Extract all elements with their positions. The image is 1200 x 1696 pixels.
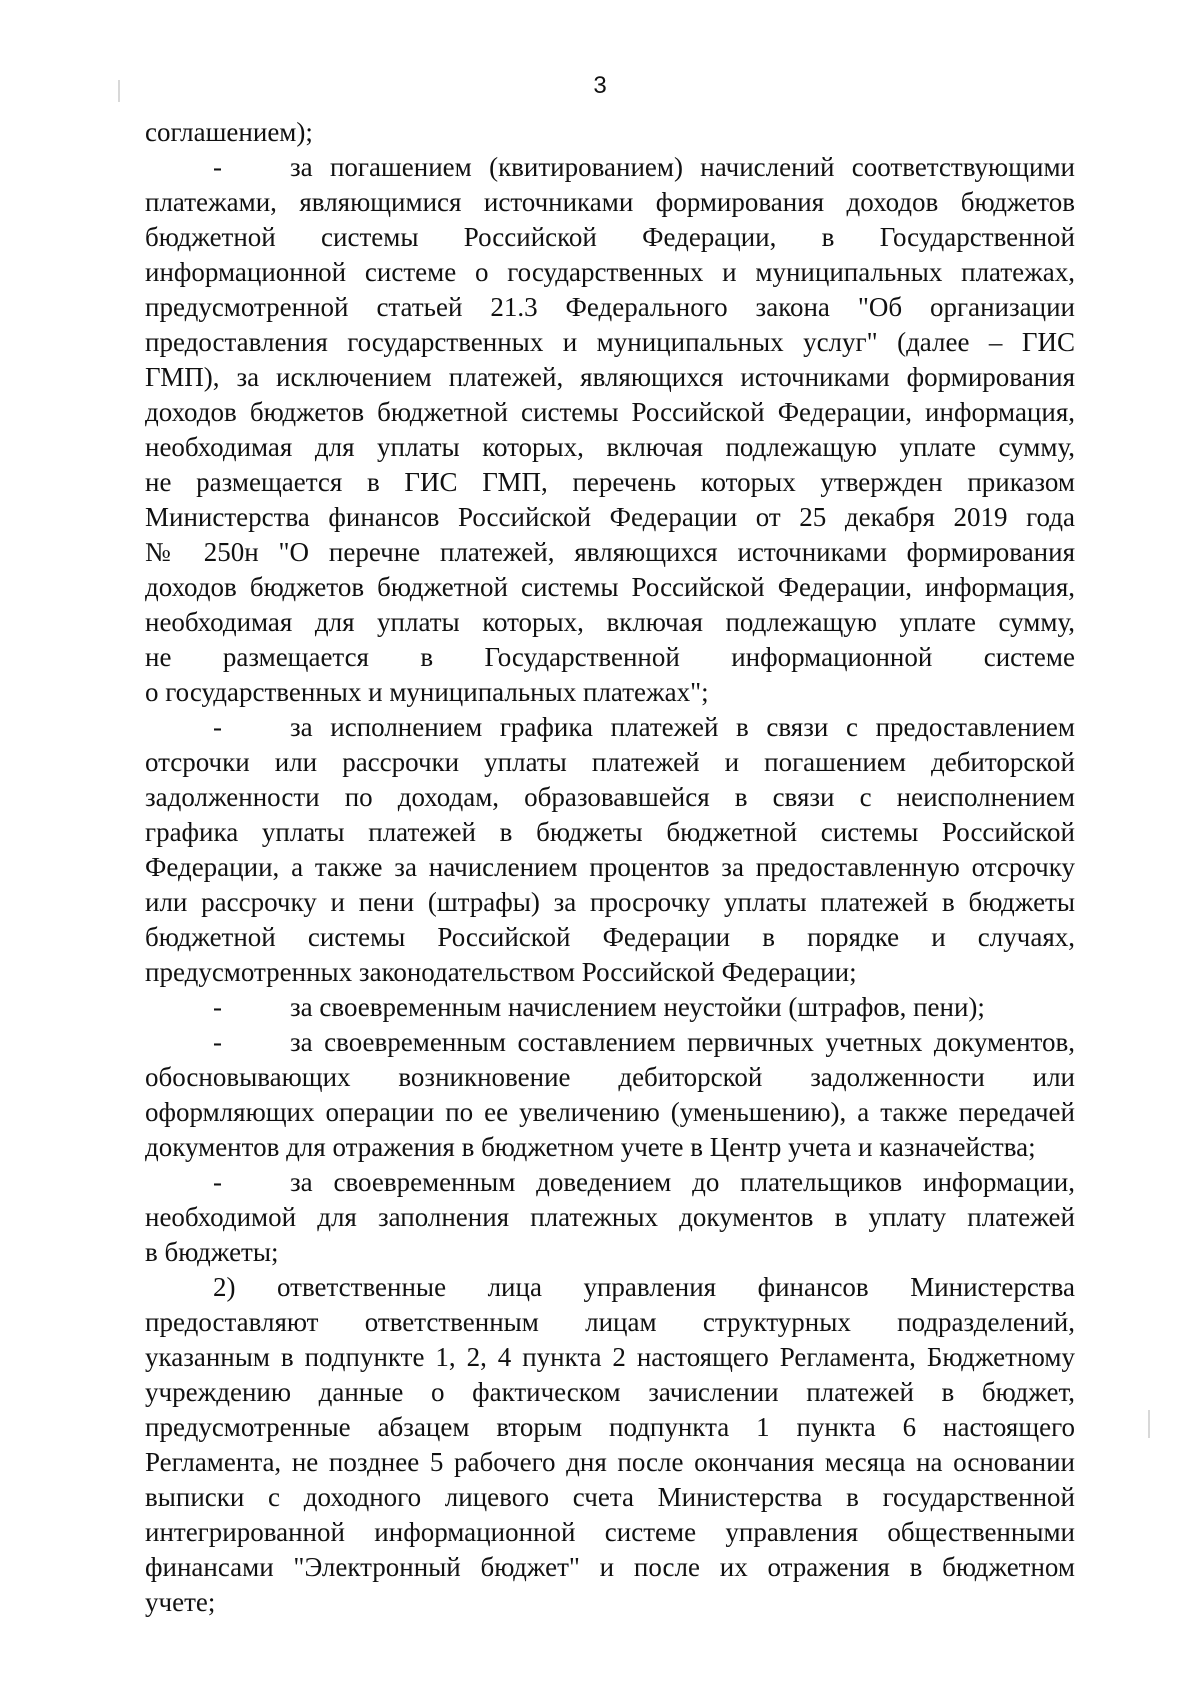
text-line: отсрочки или рассрочки уплаты платежей и погашением дебиторской: [145, 747, 1075, 777]
dash-marker: -: [213, 152, 222, 182]
dash-marker: -: [213, 1027, 222, 1057]
text-line: документов для отражения в бюджетном учете в Центр учета и казначейства;: [145, 1132, 1036, 1162]
text-line: необходимой для заполнения платежных документов в уплату платежей: [145, 1202, 1075, 1232]
text-line: выписки с доходного лицевого счета Министерства в государственной: [145, 1482, 1075, 1512]
text-line: Министерства финансов Российской Федерации от 25 декабря 2019 года: [145, 502, 1075, 532]
text-line: Федерации, а также за начислением процентов за предоставленную отсрочку: [145, 852, 1075, 882]
scan-edge-mark: [1148, 1410, 1150, 1438]
text-line: за своевременным составлением первичных учетных документов,: [290, 1027, 1075, 1057]
text-line: информационной системе о государственных и муниципальных платежах,: [145, 257, 1075, 287]
text-line: доходов бюджетов бюджетной системы Российской Федерации, информация,: [145, 572, 1075, 602]
list-item: [145, 1025, 1075, 1060]
dash-marker: -: [213, 1167, 222, 1197]
text-line: бюджетной системы Российской Федерации в порядке и случаях,: [145, 922, 1075, 952]
text-line: № 250н "О перечне платежей, являющихся источниками формирования: [145, 537, 1075, 567]
text-line: соглашением);: [145, 117, 313, 147]
text-line: доходов бюджетов бюджетной системы Российской Федерации, информация,: [145, 397, 1075, 427]
document-body: [145, 115, 1075, 1620]
text-line: предоставления государственных и муниципальных услуг" (далее – ГИС: [145, 327, 1075, 357]
text-line: в бюджеты;: [145, 1237, 279, 1267]
text-line: необходимая для уплаты которых, включая подлежащую уплате сумму,: [145, 432, 1075, 462]
text-line: за своевременным доведением до плательщиков информации,: [290, 1167, 1075, 1197]
text-line: за исполнением графика платежей в связи с предоставлением: [290, 712, 1075, 742]
page-number: 3: [593, 72, 607, 99]
text-line: предусмотренных законодательством Российской Федерации;: [145, 957, 857, 987]
text-line: или рассрочку и пени (штрафы) за просрочку уплаты платежей в бюджеты: [145, 887, 1075, 917]
text-line: предоставляют ответственным лицам структурных подразделений,: [145, 1307, 1075, 1337]
text-line: за своевременным начислением неустойки (штрафов, пени);: [290, 992, 985, 1022]
list-item: [145, 150, 1075, 185]
text-line: предусмотренные абзацем вторым подпункта 1 пункта 6 настоящего: [145, 1412, 1075, 1442]
text-line: финансами "Электронный бюджет" и после их отражения в бюджетном: [145, 1552, 1075, 1582]
text-line: интегрированной информационной системе управления общественными: [145, 1517, 1075, 1547]
list-item: [145, 710, 1075, 745]
list-item: [145, 990, 1075, 1025]
text-line: задолженности по доходам, образовавшейся в связи с неисполнением: [145, 782, 1075, 812]
text-line: не размещается в Государственной информационной системе: [145, 642, 1075, 672]
text-line: не размещается в ГИС ГМП, перечень которых утвержден приказом: [145, 467, 1075, 497]
text-line: за погашением (квитированием) начислений соответствующими: [290, 152, 1075, 182]
list-item: [145, 1165, 1075, 1200]
text-line: графика уплаты платежей в бюджеты бюджетной системы Российской: [145, 817, 1075, 847]
text-line: о государственных и муниципальных платежах";: [145, 677, 709, 707]
text-line: платежами, являющимися источниками формирования доходов бюджетов: [145, 187, 1075, 217]
text-line: Регламента, не позднее 5 рабочего дня после окончания месяца на основании: [145, 1447, 1075, 1477]
text-line: оформляющих операции по ее увеличению (уменьшению), а также передачей: [145, 1097, 1075, 1127]
text-line: обосновывающих возникновение дебиторской задолженности или: [145, 1062, 1075, 1092]
text-line: учете;: [145, 1587, 216, 1617]
text-line: учреждению данные о фактическом зачислении платежей в бюджет,: [145, 1377, 1075, 1407]
dash-marker: -: [213, 712, 222, 742]
text-line: предусмотренной статьей 21.3 Федерального закона "Об организации: [145, 292, 1075, 322]
subparagraph-start: 2) ответственные лица управления финансов Министерства: [213, 1272, 1075, 1302]
text-line: указанным в подпункте 1, 2, 4 пункта 2 настоящего Регламента, Бюджетному: [145, 1342, 1075, 1372]
dash-marker: -: [213, 992, 222, 1022]
text-line: необходимая для уплаты которых, включая подлежащую уплате сумму,: [145, 607, 1075, 637]
text-line: бюджетной системы Российской Федерации, в Государственной: [145, 222, 1075, 252]
text-line: ГМП), за исключением платежей, являющихся источниками формирования: [145, 362, 1075, 392]
